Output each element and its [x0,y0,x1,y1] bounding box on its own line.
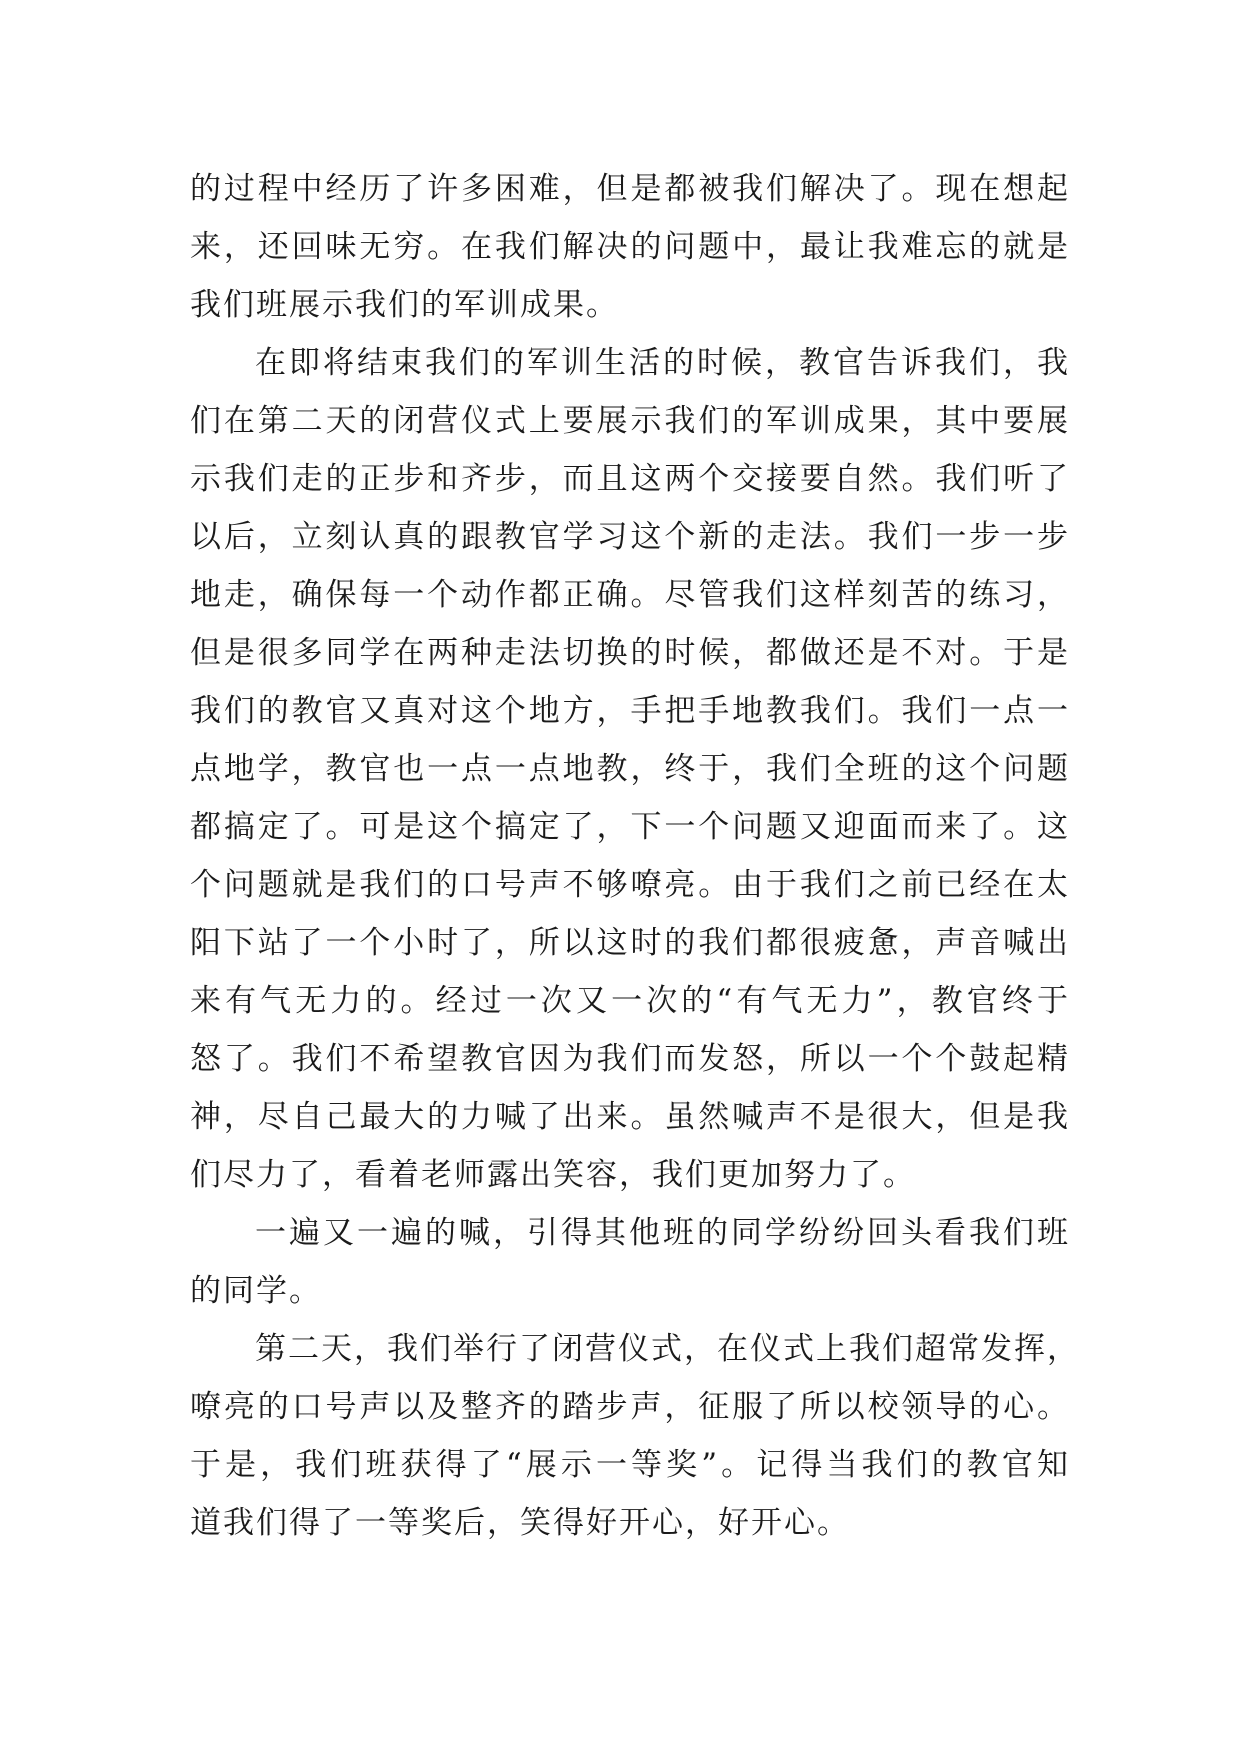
paragraph-line: 们尽力了，看着老师露出笑容，我们更加努力了。 [190,1157,916,1193]
paragraph-line: 但是很多同学在两种走法切换的时候，都做还是不对。于是 [190,635,1070,671]
paragraph-first-line: 第二天，我们举行了闭营仪式，在仪式上我们超常发挥， [255,1331,1080,1367]
paragraph-line: 神，尽自己最大的力喊了出来。虽然喊声不是很大，但是我 [190,1099,1070,1135]
paragraph-line: 都搞定了。可是这个搞定了，下一个问题又迎面而来了。这 [190,809,1070,845]
paragraph-line: 怒了。我们不希望教官因为我们而发怒，所以一个个鼓起精 [190,1041,1070,1077]
paragraph-line: 于是，我们班获得了“展示一等奖”。记得当我们的教官知 [190,1447,1070,1483]
paragraph-line: 阳下站了一个小时了，所以这时的我们都很疲惫，声音喊出 [190,925,1070,961]
paragraph-line: 个问题就是我们的口号声不够嘹亮。由于我们之前已经在太 [190,867,1070,903]
paragraph-line: 的同学。 [190,1273,322,1309]
paragraph-line: 示我们走的正步和齐步，而且这两个交接要自然。我们听了 [190,461,1070,497]
paragraph-line: 点地学，教官也一点一点地教，终于，我们全班的这个问题 [190,751,1070,787]
document-body [190,160,1080,1552]
paragraph-line: 的过程中经历了许多困难，但是都被我们解决了。现在想起 [190,171,1070,207]
paragraph-line: 来有气无力的。经过一次又一次的“有气无力”，教官终于 [190,983,1070,1019]
paragraph-line: 我们的教官又真对这个地方，手把手地教我们。我们一点一 [190,693,1070,729]
paragraph-line: 我们班展示我们的军训成果。 [190,287,619,323]
paragraph-line: 们在第二天的闭营仪式上要展示我们的军训成果，其中要展 [190,403,1070,439]
paragraph-first-line: 一遍又一遍的喊，引得其他班的同学纷纷回头看我们班 [255,1215,1070,1251]
paragraph-line: 地走，确保每一个动作都正确。尽管我们这样刻苦的练习， [190,577,1070,613]
paragraph-line: 嘹亮的口号声以及整齐的踏步声，征服了所以校领导的心。 [190,1389,1070,1425]
paragraph-line: 来，还回味无穷。在我们解决的问题中，最让我难忘的就是 [190,229,1070,265]
paragraph-line: 道我们得了一等奖后，笑得好开心，好开心。 [190,1505,850,1541]
paragraph-line: 以后，立刻认真的跟教官学习这个新的走法。我们一步一步 [190,519,1070,555]
paragraph-first-line: 在即将结束我们的军训生活的时候，教官告诉我们，我 [255,345,1070,381]
